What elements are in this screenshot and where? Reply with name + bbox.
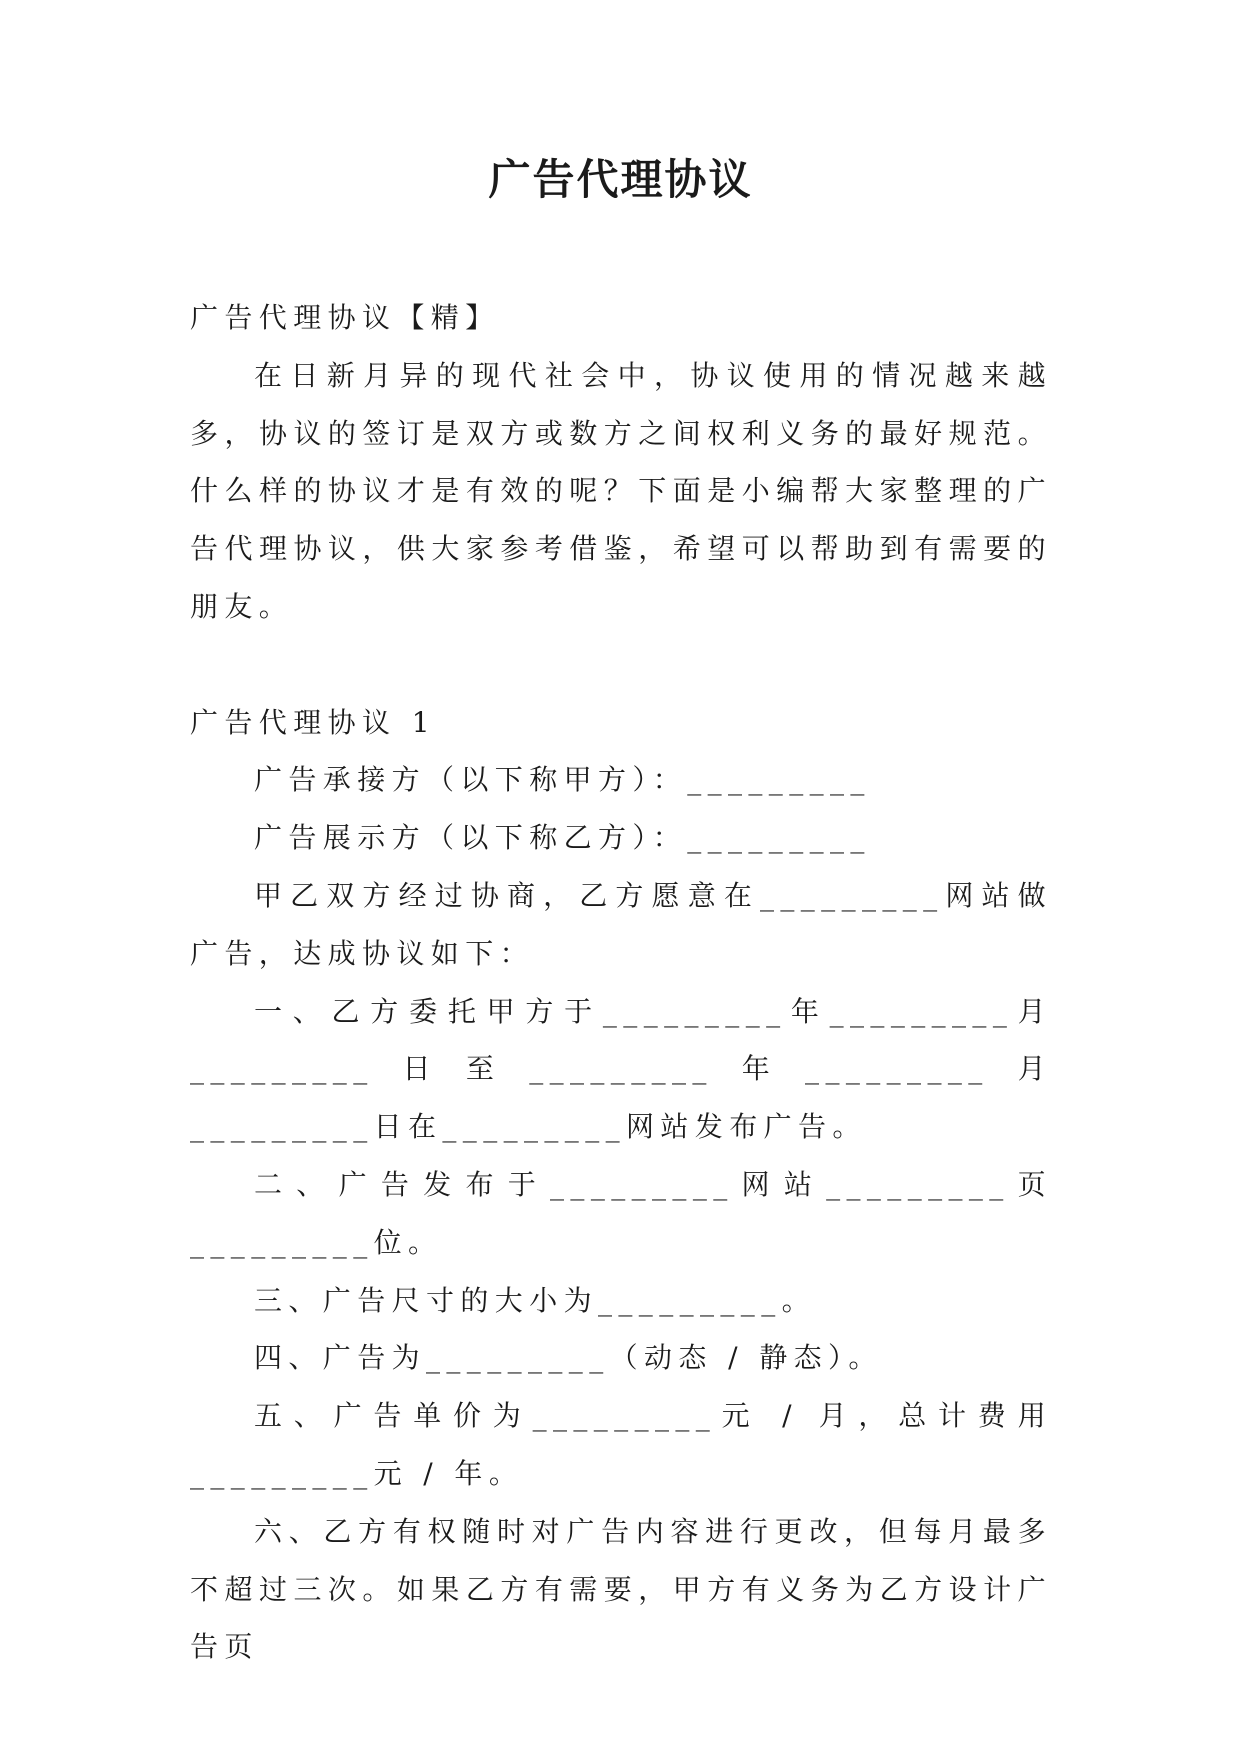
paragraph-spacer xyxy=(190,636,1052,694)
document-title: 广告代理协议 xyxy=(488,155,753,204)
clause-2: 二、广告发布于_________网站_________页_________位。 xyxy=(190,1167,1052,1259)
section-heading: 广告代理协议 1 xyxy=(190,705,436,739)
clause-1: 一、乙方委托甲方于_________年_________月_________日至_________年_________月_________日在_________网站发布广告。 xyxy=(190,994,1052,1144)
subtitle: 广告代理协议【精】 xyxy=(190,301,500,334)
clause-6: 六、乙方有权随时对广告内容进行更改，但每月最多不超过三次。如果乙方有需要，甲方有义务为乙方设计广告页 xyxy=(190,1514,1052,1664)
clause-5: 五、广告单价为_________元 / 月，总计费用_________元 / 年。 xyxy=(190,1399,1052,1490)
document-body xyxy=(190,289,1052,1676)
clause-4: 四、广告为_________（动态 / 静态）。 xyxy=(254,1341,883,1375)
party-b-line: 广告展示方（以下称乙方）：_________ xyxy=(254,821,871,855)
party-a-line: 广告承接方（以下称甲方）：_________ xyxy=(254,763,871,797)
clause-3: 三、广告尺寸的大小为_________。 xyxy=(254,1283,817,1317)
preamble-paragraph: 甲乙双方经过协商，乙方愿意在_________网站做广告，达成协议如下： xyxy=(190,878,1052,970)
intro-paragraph: 在日新月异的现代社会中，协议使用的情况越来越多，协议的签订是双方或数方之间权利义务的最好规范。什么样的协议才是有效的呢？下面是小编帮大家整理的广告代理协议，供大家参考借鉴，希望可以帮助到有需要的朋友。 xyxy=(190,358,1052,623)
